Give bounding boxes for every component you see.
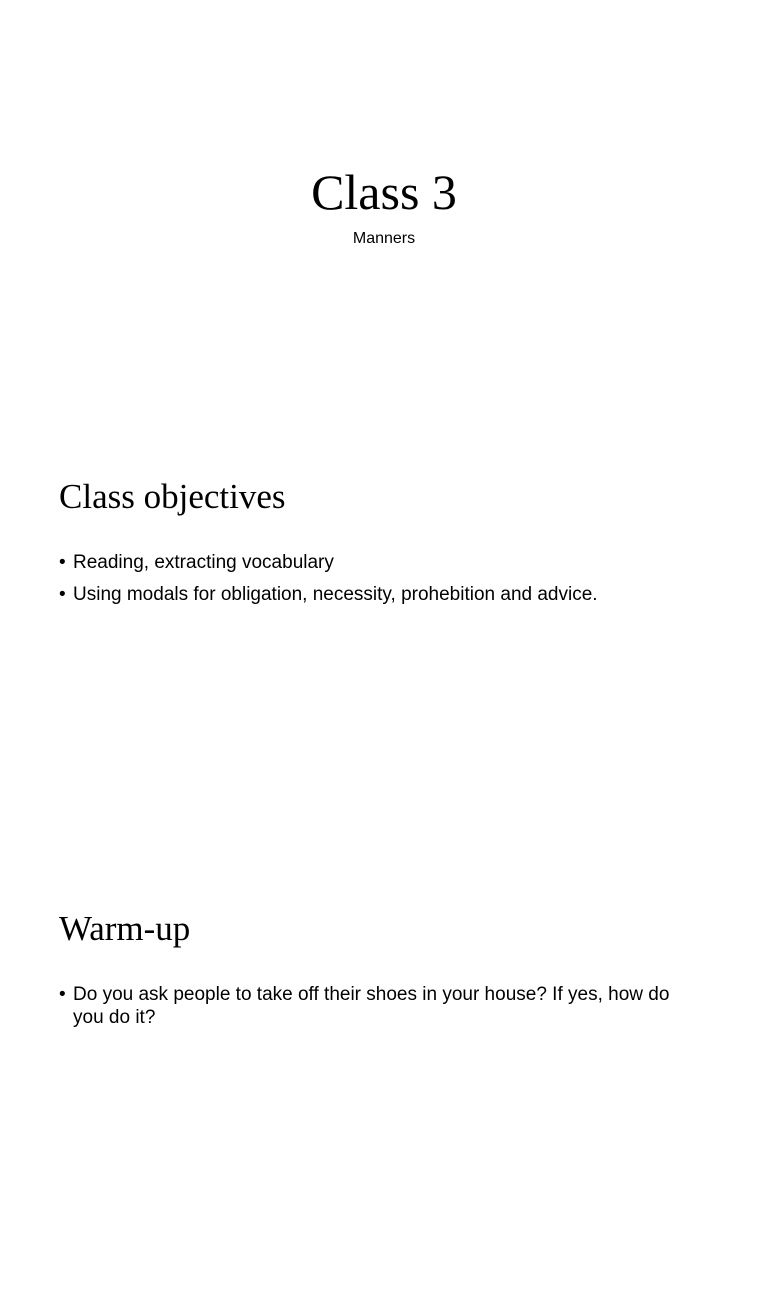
warmup-slide bbox=[0, 864, 768, 1296]
bullet-icon: • bbox=[59, 584, 66, 605]
bullet-text: Reading, extracting vocabulary bbox=[73, 552, 334, 573]
list-item bbox=[59, 551, 699, 574]
slide-subtitle: Manners bbox=[352, 230, 416, 247]
bullet-text: Do you ask people to take off their shoes in your house? If yes, how do you do it? bbox=[73, 984, 670, 1028]
slide-title: Class 3 bbox=[311, 164, 457, 220]
slide-heading: Class objectives bbox=[59, 477, 286, 516]
bullet-text: Using modals for obligation, necessity, prohebition and advice. bbox=[73, 584, 598, 605]
objectives-slide bbox=[0, 432, 768, 864]
list-item bbox=[59, 583, 699, 606]
list-item bbox=[59, 983, 699, 1029]
bullet-icon: • bbox=[59, 984, 66, 1005]
bullet-icon: • bbox=[59, 552, 66, 573]
objectives-list bbox=[59, 551, 699, 615]
title-slide bbox=[0, 0, 768, 432]
warmup-list bbox=[59, 983, 699, 1038]
slide-heading: Warm-up bbox=[59, 909, 191, 948]
